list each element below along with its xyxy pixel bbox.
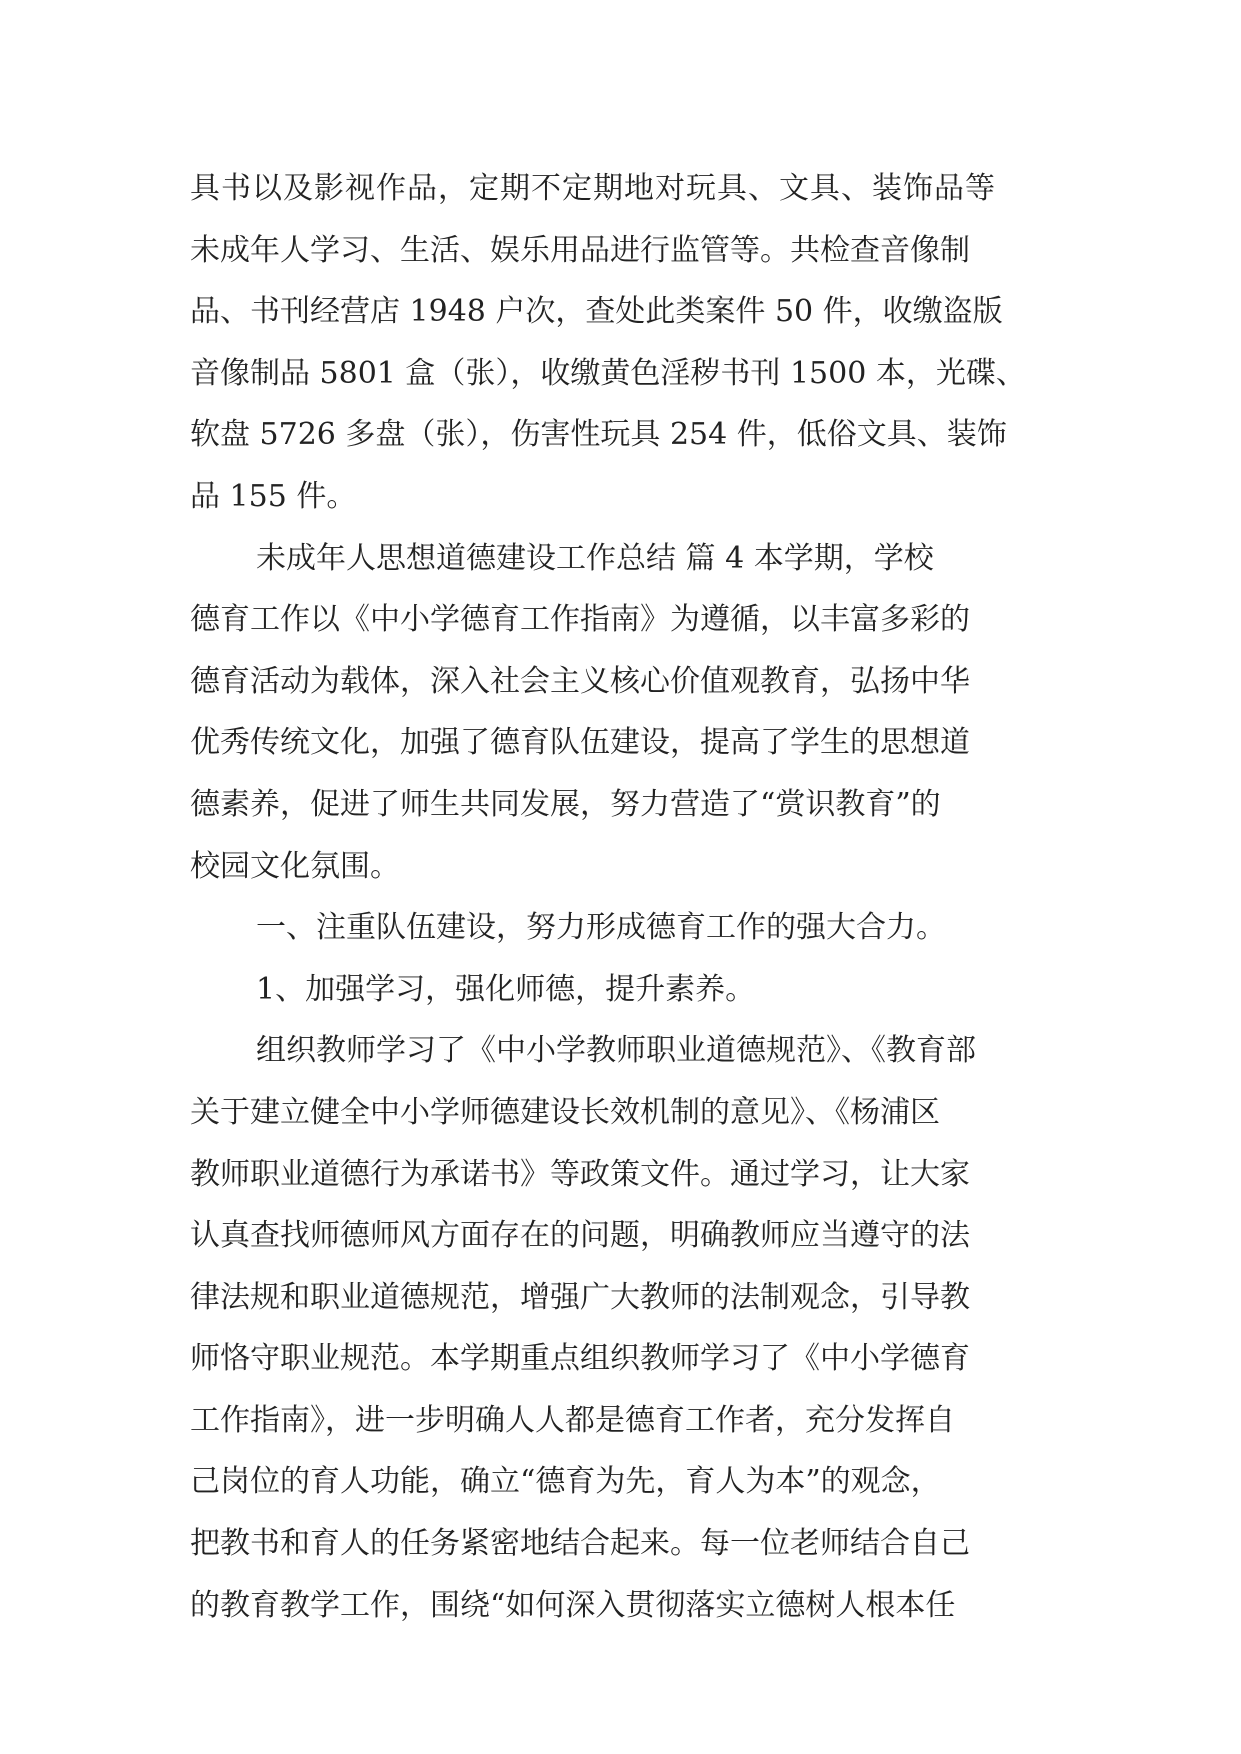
text-line: 校园文化氛围。 xyxy=(190,848,400,884)
text-line: 师恪守职业规范。本学期重点组织教师学习了《中小学德育 xyxy=(190,1341,970,1377)
text-line: 组织教师学习了《中小学教师职业道德规范》、《教育部 xyxy=(256,1033,976,1069)
subheading-line: 1、加强学习，强化师德，提升素养。 xyxy=(256,971,756,1007)
text-line: 教师职业道德行为承诺书》等政策文件。通过学习，让大家 xyxy=(190,1156,970,1192)
text-line: 认真查找师德师风方面存在的问题，明确教师应当遵守的法 xyxy=(190,1218,970,1254)
section-heading-line: 未成年人思想道德建设工作总结 篇 4 本学期，学校 xyxy=(256,540,934,576)
text-line: 德育工作以《中小学德育工作指南》为遵循，以丰富多彩的 xyxy=(190,602,970,638)
text-line: 己岗位的育人功能，确立“德育为先，育人为本”的观念， xyxy=(190,1464,941,1500)
text-line: 音像制品 5801 盒（张），收缴黄色淫秽书刊 1500 本，光碟、 xyxy=(190,355,1026,391)
text-line: 具书以及影视作品，定期不定期地对玩具、文具、装饰品等 xyxy=(190,171,996,206)
document-body xyxy=(190,158,1050,1636)
text-line: 的教育教学工作，围绕“如何深入贯彻落实立德树人根本任 xyxy=(190,1587,956,1623)
text-line: 未成年人学习、生活、娱乐用品进行监管等。共检查音像制 xyxy=(190,232,970,268)
text-line: 优秀传统文化，加强了德育队伍建设，提高了学生的思想道 xyxy=(190,725,970,761)
text-line: 德素养，促进了师生共同发展，努力营造了“赏识教育”的 xyxy=(190,786,941,822)
text-line: 工作指南》，进一步明确人人都是德育工作者，充分发挥自 xyxy=(190,1402,955,1438)
text-line: 品 155 件。 xyxy=(190,478,357,514)
text-line: 德育活动为载体，深入社会主义核心价值观教育，弘扬中华 xyxy=(190,663,970,699)
text-line: 软盘 5726 多盘（张），伤害性玩具 254 件，低俗文具、装饰 xyxy=(190,417,1007,453)
text-line: 关于建立健全中小学师德建设长效机制的意见》、《杨浦区 xyxy=(190,1094,940,1130)
subheading-line: 一、注重队伍建设，努力形成德育工作的强大合力。 xyxy=(256,910,946,946)
text-line: 律法规和职业道德规范，增强广大教师的法制观念，引导教 xyxy=(190,1279,970,1315)
text-line: 品、书刊经营店 1948 户次，查处此类案件 50 件，收缴盗版 xyxy=(190,294,1003,330)
text-line: 把教书和育人的任务紧密地结合起来。每一位老师结合自己 xyxy=(190,1526,970,1562)
